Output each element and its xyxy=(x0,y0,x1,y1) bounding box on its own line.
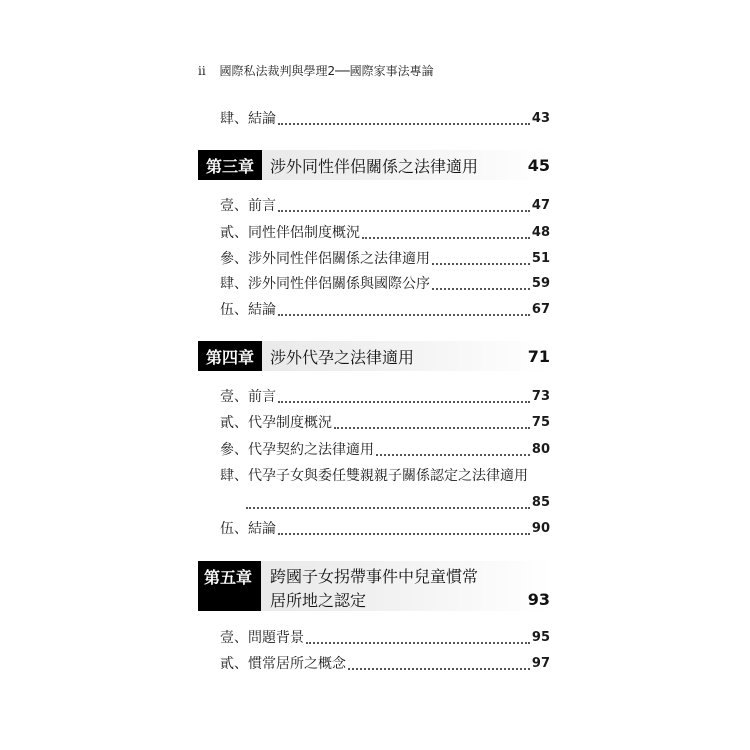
toc-entry[interactable] xyxy=(220,627,550,649)
chapter-page: 71 xyxy=(527,346,550,366)
chapter-heading[interactable] xyxy=(198,561,550,611)
chapter-heading[interactable] xyxy=(198,341,550,371)
toc-entry-page: 47 xyxy=(531,198,550,213)
toc-entry[interactable] xyxy=(220,248,550,270)
leader-dots xyxy=(278,533,530,535)
leader-dots xyxy=(362,237,530,239)
toc-entry-label: 伍、結論 xyxy=(220,302,276,318)
toc-entry-label: 壹、前言 xyxy=(220,389,276,405)
toc-entry[interactable] xyxy=(220,518,550,540)
toc-entry-page: 73 xyxy=(531,389,550,404)
toc-entry-page: 97 xyxy=(531,656,550,671)
leader-dots xyxy=(432,288,530,290)
toc-entry-label: 貳、同性伴侶制度概況 xyxy=(220,225,360,241)
header-page-number: ii xyxy=(198,64,206,78)
leader-dots xyxy=(278,401,530,403)
chapter-tag: 第三章 xyxy=(198,150,262,180)
toc-entry[interactable] xyxy=(220,439,550,461)
toc-entry-page: 75 xyxy=(531,415,550,430)
leader-dots xyxy=(432,263,530,265)
toc-entry-page: 59 xyxy=(531,276,550,291)
chapter-page: 93 xyxy=(527,590,550,609)
toc-entry-label: 參、代孕契約之法律適用 xyxy=(220,442,374,458)
chapter-tag: 第四章 xyxy=(198,341,262,371)
toc-entry-page: 43 xyxy=(531,111,550,126)
toc-entry[interactable] xyxy=(220,412,550,434)
leader-dots xyxy=(278,210,530,212)
leader-dots xyxy=(334,427,530,429)
chapter-title-line2: 居所地之認定 xyxy=(270,591,367,610)
toc-entry-page: 85 xyxy=(531,495,550,510)
toc-entry[interactable] xyxy=(220,195,550,217)
chapter-tag: 第五章 xyxy=(198,561,261,611)
toc-entry[interactable] xyxy=(220,299,550,321)
chapter-title: 涉外同性伴侶關係之法律適用 xyxy=(270,156,479,176)
leader-dots xyxy=(306,642,530,644)
toc-entry-page: 67 xyxy=(531,302,550,317)
leader-dots xyxy=(348,668,530,670)
toc-entry-label: 壹、問題背景 xyxy=(220,630,304,646)
toc-entry-label: 肆、結論 xyxy=(220,111,276,127)
toc-entry-page: 48 xyxy=(531,225,550,240)
toc-entry-label: 參、涉外同性伴侶關係之法律適用 xyxy=(220,251,430,267)
leader-dots xyxy=(246,507,530,509)
toc-entry-label: 貳、代孕制度概況 xyxy=(220,415,332,431)
toc-entry-page: 90 xyxy=(531,521,550,536)
toc-entry-page: 95 xyxy=(531,630,550,645)
chapter-page: 45 xyxy=(527,155,550,175)
toc-entry-page: 80 xyxy=(531,442,550,457)
toc-entry[interactable] xyxy=(220,273,550,295)
chapter-heading[interactable] xyxy=(198,150,550,180)
toc-entry-label: 壹、前言 xyxy=(220,198,276,214)
toc-entry-continuation[interactable] xyxy=(246,492,550,514)
chapter-title: 涉外代孕之法律適用 xyxy=(270,347,415,367)
leader-dots xyxy=(278,314,530,316)
leader-dots xyxy=(278,123,530,125)
toc-entry[interactable] xyxy=(220,222,550,244)
toc-entry-label: 肆、涉外同性伴侶關係與國際公序 xyxy=(220,276,430,292)
header-book-title: 國際私法裁判與學理2──國際家事法專論 xyxy=(219,64,434,78)
chapter-title-line1: 跨國子女拐帶事件中兒童慣常 xyxy=(270,567,479,586)
toc-entry-label-long[interactable]: 肆、代孕子女與委任雙親親子關係認定之法律適用 xyxy=(220,468,528,484)
toc-entry-page: 51 xyxy=(531,251,550,266)
toc-entry-label: 貳、慣常居所之概念 xyxy=(220,656,346,672)
toc-entry[interactable] xyxy=(220,386,550,408)
running-header xyxy=(198,62,434,79)
leader-dots xyxy=(376,454,530,456)
toc-entry[interactable] xyxy=(220,108,550,130)
toc-entry-label: 伍、結論 xyxy=(220,521,276,537)
toc-entry[interactable] xyxy=(220,653,550,675)
